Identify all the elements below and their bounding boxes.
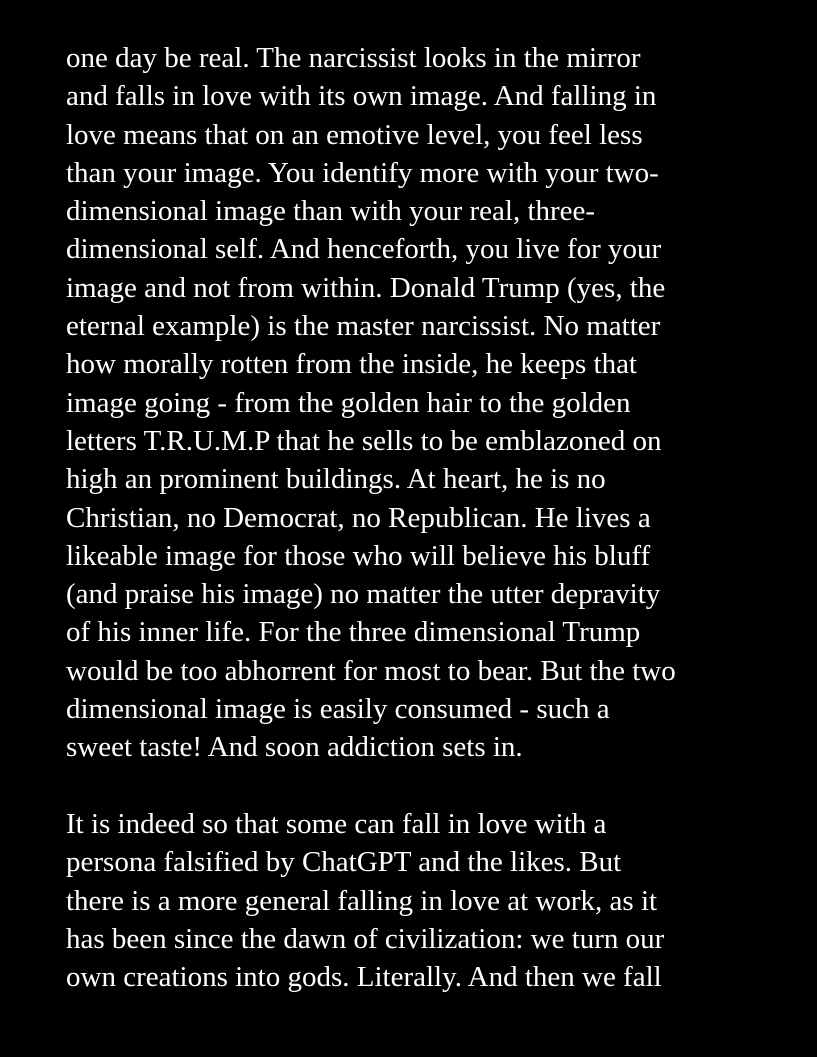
text-line: dimensional image than with your real, three- [66,195,596,228]
text-line: It is indeed so that some can fall in love with a [66,807,607,840]
paragraph-1 [66,39,806,767]
text-line: dimensional self. And henceforth, you live for your [66,233,662,266]
text-line: high an prominent buildings. At heart, he is no [66,463,606,496]
paragraph-gap [66,767,806,805]
text-line: love means that on an emotive level, you feel less [66,118,643,151]
text-line: sweet taste! And soon addiction sets in. [66,731,523,764]
paragraph-2 [66,805,806,996]
text-line: image going - from the golden hair to the golden [66,386,631,419]
text-line: likeable image for those who will believe his bluff [66,539,651,572]
text-line: how morally rotten from the inside, he keeps that [66,348,637,381]
text-line: dimensional image is easily consumed - such a [66,693,610,726]
document-text [66,39,806,996]
text-line: Christian, no Democrat, no Republican. He lives a [66,501,651,534]
text-line: of his inner life. For the three dimensional Trump [66,616,641,649]
text-line: own creations into gods. Literally. And then we fall [66,961,662,994]
text-line: has been since the dawn of civilization: we turn our [66,922,665,955]
text-line: letters T.R.U.M.P that he sells to be emblazoned on [66,424,662,457]
text-line: there is a more general falling in love at work, as it [66,884,658,917]
text-line: than your image. You identify more with your two- [66,156,659,189]
text-line: (and praise his image) no matter the utter depravity [66,578,661,611]
text-line: and falls in love with its own image. And falling in [66,80,657,113]
text-line: eternal example) is the master narcissist. No matter [66,310,661,343]
text-line: image and not from within. Donald Trump (yes, the [66,271,666,304]
text-line: one day be real. The narcissist looks in the mirror [66,42,641,74]
text-line: persona falsified by ChatGPT and the likes. But [66,846,622,879]
text-line: would be too abhorrent for most to bear. But the two [66,654,676,687]
